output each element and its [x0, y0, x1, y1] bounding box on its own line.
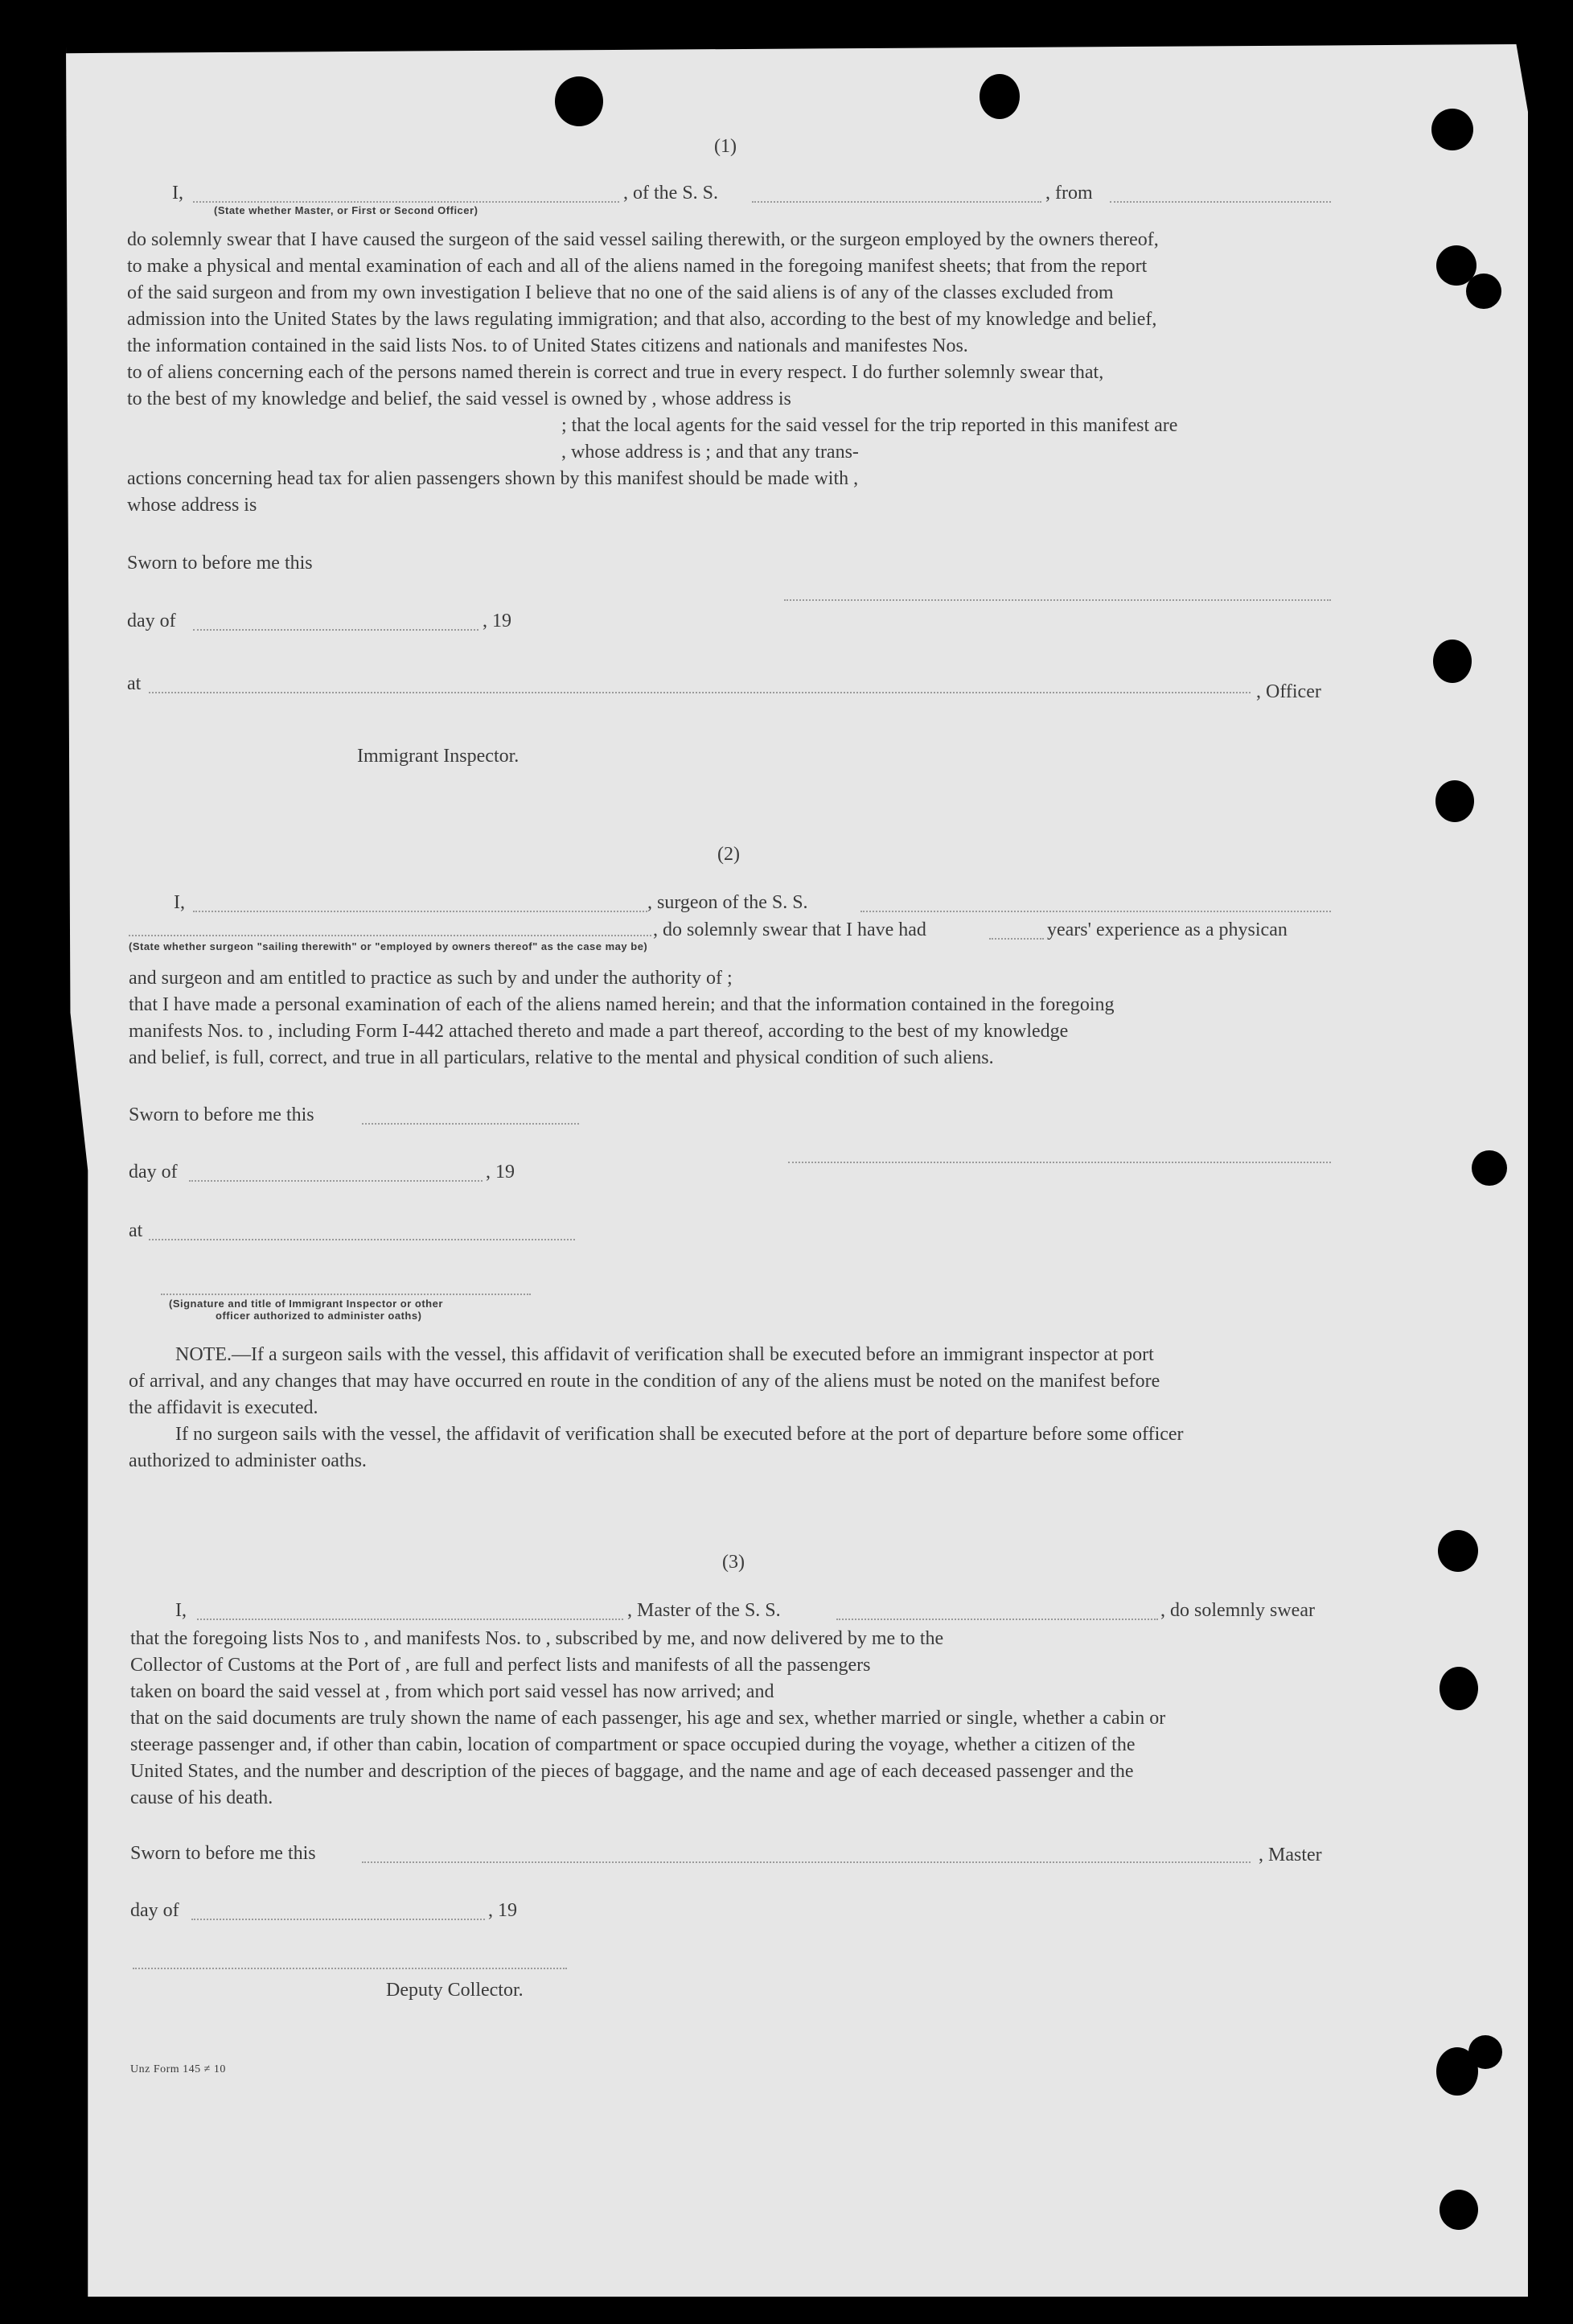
- field-years[interactable]: [989, 938, 1044, 940]
- text-line: admission into the United States by the laws regulating immigration; and that also, according to the best of my knowledge and belief,: [127, 309, 1157, 330]
- field-vessel-name[interactable]: [860, 911, 1331, 912]
- text-line: whose address is: [127, 495, 257, 516]
- text-line: taken on board the said vessel at , from which port said vessel has now arrived; and: [130, 1681, 774, 1702]
- field-hint: (State whether Master, or First or Second Officer): [214, 204, 478, 216]
- field-vessel-name[interactable]: [752, 201, 1041, 203]
- text-line: and surgeon and am entitled to practice as such by and under the authority of ;: [129, 968, 733, 989]
- field-signature[interactable]: [788, 1162, 1331, 1163]
- signature-hint: officer authorized to administer oaths): [216, 1310, 422, 1322]
- at-label: at: [127, 673, 142, 694]
- field-signature[interactable]: [133, 1968, 567, 1969]
- field-day[interactable]: [193, 629, 478, 631]
- field-surgeon-status[interactable]: [129, 935, 651, 936]
- field-sworn-date[interactable]: [784, 599, 1331, 601]
- label-from: , from: [1045, 183, 1093, 204]
- year-label: , 19: [483, 611, 511, 631]
- text-line: authorized to administer oaths.: [129, 1450, 367, 1471]
- text-line: United States, and the number and description of the pieces of baggage, and the name and age of each deceased passenger and the: [130, 1761, 1134, 1782]
- inspector-label: Immigrant Inspector.: [357, 746, 520, 767]
- text-line: to of aliens concerning each of the persons named therein is correct and true in every respect. I do further solemnly swear that,: [127, 362, 1104, 383]
- field-sworn-date[interactable]: [362, 1861, 1251, 1863]
- affidavit-3-body: [130, 1626, 1337, 1812]
- officer-label: , Officer: [1256, 681, 1321, 702]
- text-line: manifests Nos. to , including Form I-442 attached thereto and made a part thereof, according to the best of my knowledge: [129, 1021, 1069, 1042]
- section-number: (3): [722, 1552, 745, 1573]
- at-label: at: [129, 1220, 143, 1241]
- text-line: , whose address is ; and that any trans-: [561, 442, 859, 463]
- field-vessel-name[interactable]: [836, 1619, 1158, 1620]
- text-line: of the said surgeon and from my own investigation I believe that no one of the said aliens is of any of the classes excluded from: [127, 282, 1114, 303]
- punch-hole: [1435, 780, 1474, 822]
- field-from-port[interactable]: [1110, 201, 1331, 203]
- punch-hole: [555, 76, 603, 126]
- text-line: to the best of my knowledge and belief, the said vessel is owned by , whose address is: [127, 389, 791, 409]
- text-line: steerage passenger and, if other than cabin, location of compartment or space occupied during the voyage, whether a citizen of the: [130, 1734, 1136, 1755]
- punch-hole: [1440, 1667, 1478, 1710]
- day-of-label: day of: [129, 1162, 178, 1183]
- text-line: Collector of Customs at the Port of , are full and perfect lists and manifests of all the passengers: [130, 1655, 871, 1676]
- label-swear: , do solemnly swear: [1160, 1600, 1315, 1621]
- note-paragraph: [129, 1342, 1335, 1475]
- punch-hole: [1468, 2035, 1502, 2069]
- field-day[interactable]: [191, 1919, 485, 1920]
- punch-hole: [1466, 274, 1501, 309]
- field-sworn-date[interactable]: [362, 1123, 579, 1125]
- text-line: cause of his death.: [130, 1787, 273, 1808]
- text-line: If no surgeon sails with the vessel, the affidavit of verification shall be executed before at the port of departure before some officer: [175, 1424, 1184, 1445]
- section-number: (1): [714, 136, 737, 157]
- form-id: Unz Form 145 ≠ 10: [130, 2063, 226, 2075]
- field-surgeon-name[interactable]: [193, 911, 647, 912]
- punch-hole: [1431, 109, 1473, 150]
- label-swear: , do solemnly swear that I have had: [653, 919, 926, 940]
- field-day[interactable]: [189, 1180, 483, 1182]
- text-line: do solemnly swear that I have caused the surgeon of the said vessel sailing therewith, or the surgeon employed by the owners thereof,: [127, 229, 1159, 250]
- section-number: (2): [717, 844, 740, 865]
- field-hint: (State whether surgeon "sailing therewith" or "employed by owners thereof" as the case may be): [129, 940, 648, 952]
- field-officer-name[interactable]: [193, 201, 619, 203]
- master-label: , Master: [1259, 1845, 1322, 1865]
- text-line: to make a physical and mental examination of each and all of the aliens named in the foregoing manifest sheets; that from the report: [127, 256, 1148, 277]
- day-of-label: day of: [127, 611, 176, 631]
- text-line: and belief, is full, correct, and true in all particulars, relative to the mental and physical condition of such aliens.: [129, 1047, 994, 1068]
- signature-hint: (Signature and title of Immigrant Inspector or other: [169, 1298, 443, 1310]
- label-of-ss: , of the S. S.: [623, 183, 719, 204]
- punch-hole: [1438, 1530, 1478, 1572]
- year-label: , 19: [486, 1162, 515, 1183]
- label-years: years' experience as a physican: [1047, 919, 1288, 940]
- punch-hole: [1472, 1150, 1507, 1186]
- deputy-label: Deputy Collector.: [386, 1980, 524, 2001]
- affidavit-1-body: [127, 227, 1333, 519]
- text-line: the information contained in the said lists Nos. to of United States citizens and nationals and manifestes Nos.: [127, 335, 968, 356]
- field-inspector-signature[interactable]: [161, 1294, 531, 1295]
- text-line: ; that the local agents for the said vessel for the trip reported in this manifest are: [561, 415, 1178, 436]
- affidavit-2-body: [129, 965, 1335, 1072]
- sworn-label: Sworn to before me this: [130, 1843, 316, 1864]
- day-of-label: day of: [130, 1900, 179, 1921]
- label-i: I,: [175, 1600, 187, 1621]
- year-label: , 19: [488, 1900, 517, 1921]
- text-line: the affidavit is executed.: [129, 1397, 318, 1418]
- text-line: that the foregoing lists Nos to , and manifests Nos. to , subscribed by me, and now delivered by me to the: [130, 1628, 944, 1649]
- field-at-place[interactable]: [149, 692, 1251, 693]
- text-line: of arrival, and any changes that may have occurred en route in the condition of any of the aliens must be noted on the manifest before: [129, 1371, 1160, 1392]
- text-line: actions concerning head tax for alien passengers shown by this manifest should be made with ,: [127, 468, 859, 489]
- field-at-place[interactable]: [149, 1239, 575, 1240]
- punch-hole: [1433, 640, 1472, 683]
- field-master-name[interactable]: [197, 1619, 623, 1620]
- text-line: NOTE.—If a surgeon sails with the vessel, this affidavit of verification shall be executed before an immigrant inspector at port: [175, 1344, 1154, 1365]
- text-line: that I have made a personal examination of each of the aliens named herein; and that the information contained in the foregoing: [129, 994, 1115, 1015]
- label-master-of: , Master of the S. S.: [627, 1600, 781, 1621]
- label-surgeon-of: , surgeon of the S. S.: [647, 892, 808, 913]
- punch-hole: [980, 74, 1020, 119]
- text-line: that on the said documents are truly shown the name of each passenger, his age and sex, whether married or single, whether a cabin or: [130, 1708, 1166, 1729]
- sworn-label: Sworn to before me this: [127, 553, 313, 574]
- punch-hole: [1440, 2190, 1478, 2230]
- label-i: I,: [172, 183, 183, 204]
- label-i: I,: [174, 892, 185, 913]
- sworn-label: Sworn to before me this: [129, 1104, 314, 1125]
